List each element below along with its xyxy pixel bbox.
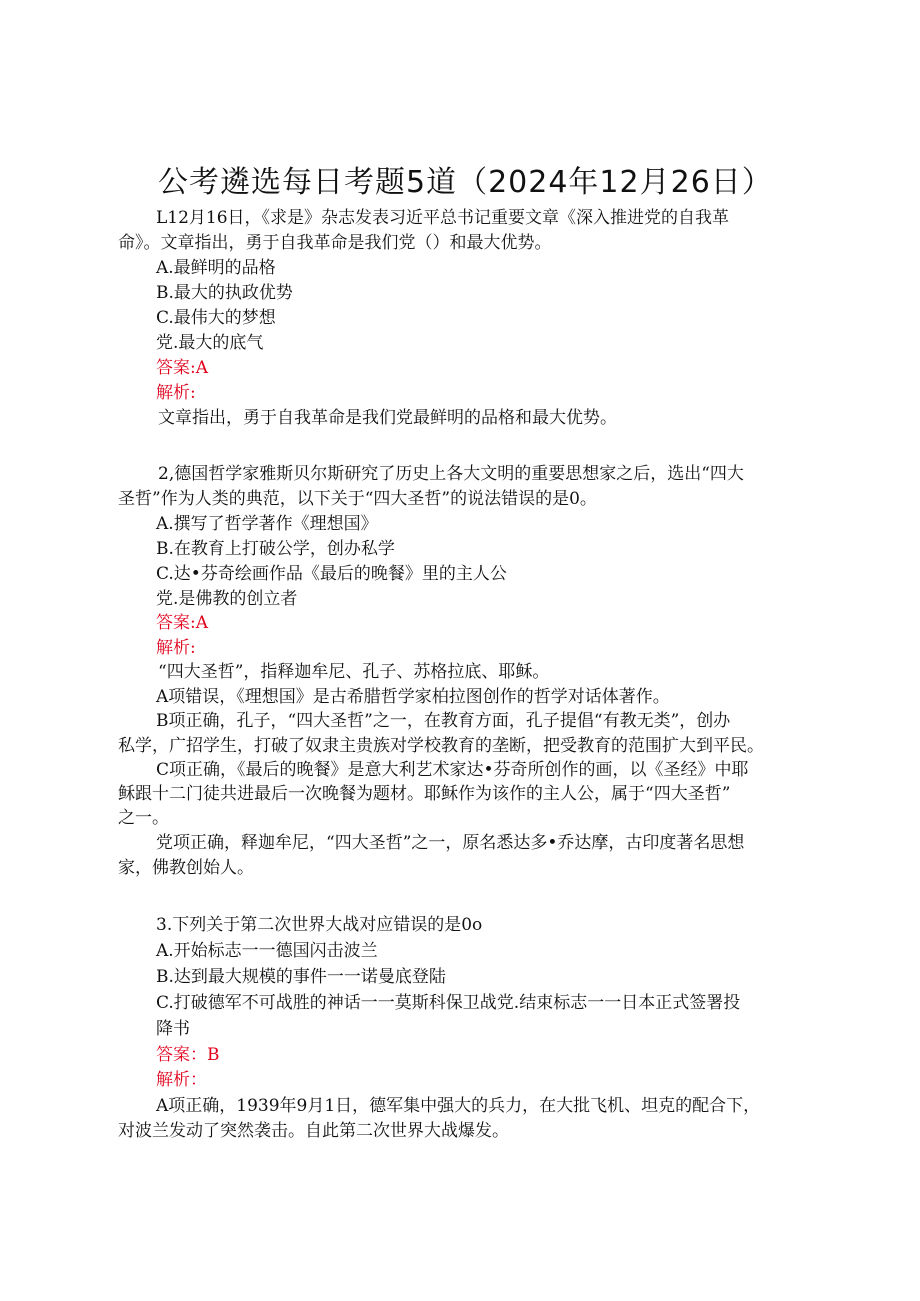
analysis-label: 解析: bbox=[156, 383, 196, 403]
analysis-line: C项正确，《最后的晚餐》是意大利艺术家达•芬奇所创作的画，以《圣经》中耶 bbox=[156, 760, 749, 780]
analysis-line: 私学，广招学生，打破了奴隶主贵族对学校教育的垄断，把受教育的范围扩大到平民。 bbox=[118, 736, 764, 756]
question-stem-line: L12月16日，《求是》杂志发表习近平总书记重要文章《深入推进党的自我革 bbox=[156, 208, 730, 228]
question-stem-line: 2,德国哲学家雅斯贝尔斯研究了历史上各大文明的重要思想家之后，选出“四大 bbox=[158, 464, 744, 484]
option-a: A.撰写了哲学著作《理想国》 bbox=[156, 514, 378, 534]
analysis-line: “四大圣哲”，指释迦牟尼、孔子、苏格拉底、耶稣。 bbox=[158, 662, 550, 682]
option-b: B.在教育上打破公学，创办私学 bbox=[156, 539, 395, 559]
analysis-line: 稣跟十二门徒共进最后一次晚餐为题材。耶稣作为该作的主人公，属于“四大圣哲” bbox=[118, 784, 731, 804]
analysis-line: B项正确，孔子，“四大圣哲”之一，在教育方面，孔子提倡“有教无类”，创办 bbox=[156, 711, 731, 731]
answer-label: 答案：B bbox=[156, 1045, 220, 1065]
option-d: 党.是佛教的创立者 bbox=[156, 589, 298, 609]
answer-label: 答案:A bbox=[156, 358, 209, 378]
analysis-line: 家，佛教创始人。 bbox=[118, 858, 254, 878]
option-b: B.达到最大规模的事件一一诺曼底登陆 bbox=[156, 967, 446, 987]
question-stem-line: 命》。文章指出，勇于自我革命是我们党（）和最大优势。 bbox=[118, 233, 552, 253]
analysis-line: 党项正确，释迦牟尼，“四大圣哲”之一，原名悉达多•乔达摩，古印度著名思想 bbox=[156, 833, 745, 853]
option-c: C.最伟大的梦想 bbox=[156, 308, 276, 328]
analysis-line: 对波兰发动了突然袭击。自此第二次世界大战爆发。 bbox=[118, 1121, 509, 1141]
analysis-line: 之一。 bbox=[118, 808, 169, 828]
question-stem-line: 圣哲”作为人类的典范，以下关于“四大圣哲”的说法错误的是0。 bbox=[118, 489, 597, 509]
option-c: C.打破德军不可战胜的神话一一莫斯科保卫战党.结束标志一一日本正式签署投 bbox=[156, 993, 741, 1013]
option-b: B.最大的执政优势 bbox=[156, 283, 293, 303]
option-c: C.达•芬奇绘画作品《最后的晚餐》里的主人公 bbox=[156, 564, 507, 584]
option-d: 降书 bbox=[156, 1019, 190, 1039]
question-stem-line: 3.下列关于第二次世界大战对应错误的是0o bbox=[156, 915, 483, 935]
option-d: 党.最大的底气 bbox=[156, 333, 264, 353]
answer-label: 答案:A bbox=[156, 613, 209, 633]
analysis-label: 解析: bbox=[156, 638, 196, 658]
analysis-label: 解析： bbox=[156, 1070, 207, 1090]
analysis-line: A项错误，《理想国》是古希腊哲学家柏拉图创作的哲学对话体著作。 bbox=[156, 687, 670, 707]
analysis-line: 文章指出，勇于自我革命是我们党最鲜明的品格和最大优势。 bbox=[158, 408, 617, 428]
option-a: A.最鲜明的品格 bbox=[156, 258, 276, 278]
page-title: 公考遴选每日考题5道（2024年12月26日） bbox=[158, 165, 773, 200]
option-a: A.开始标志一一德国闪击波兰 bbox=[156, 941, 378, 961]
analysis-line: A项正确，1939年9月1日，德军集中强大的兵力，在大批飞机、坦克的配合下， bbox=[156, 1096, 761, 1116]
